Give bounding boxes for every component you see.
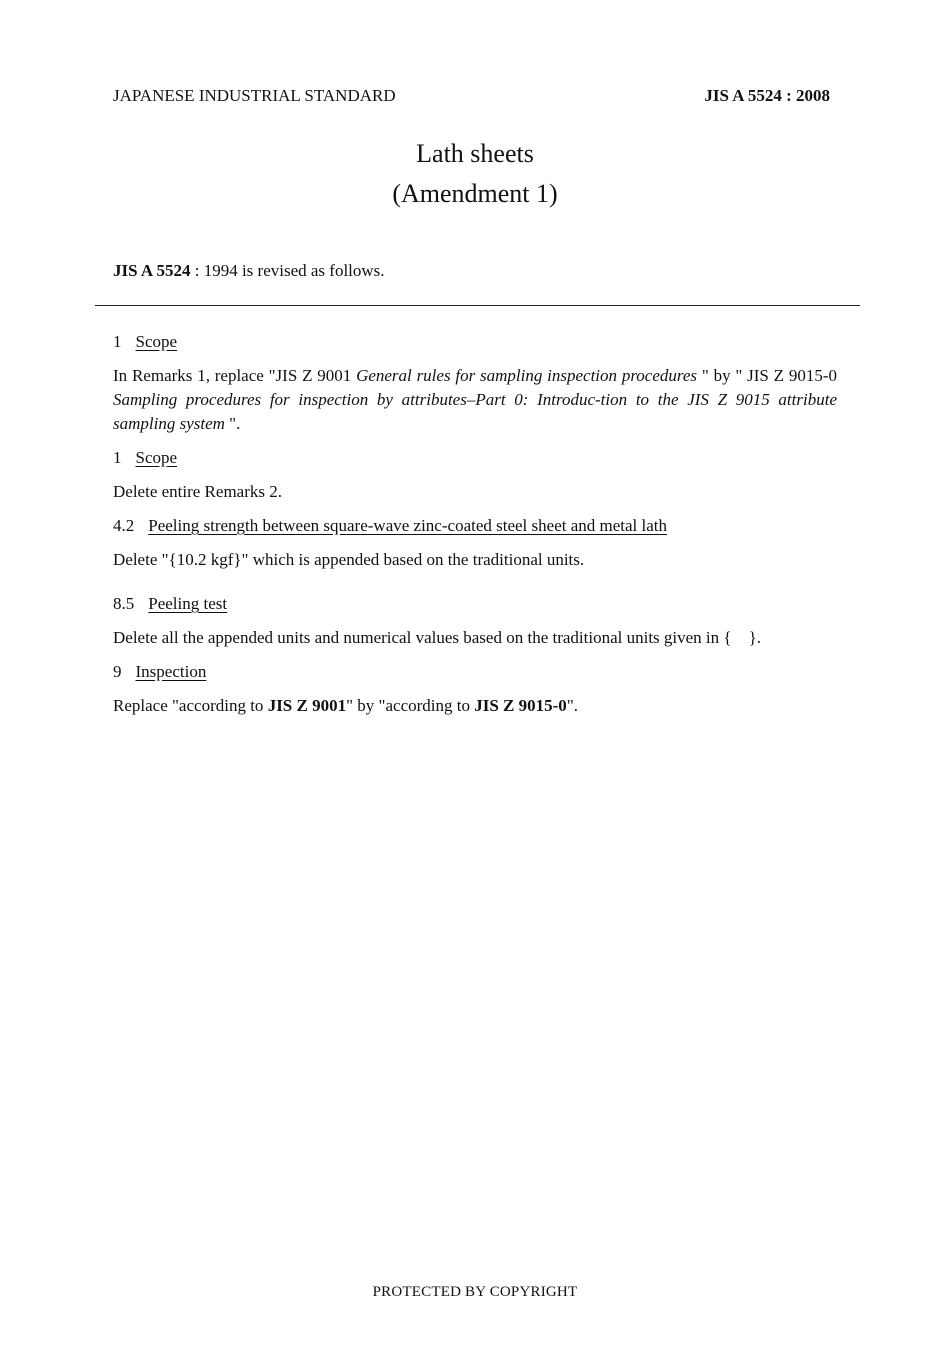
body-text: " by "according to — [346, 696, 475, 715]
body-text: ". — [224, 414, 241, 433]
section-title: Scope — [135, 448, 178, 467]
section-heading-peeling-strength — [113, 514, 837, 538]
body-bold-standard: JIS Z 9015-0 — [474, 696, 567, 715]
intro-statement — [113, 261, 385, 281]
section-number: 9 — [113, 662, 122, 681]
section-body-scope-2: Delete entire Remarks 2. — [113, 482, 282, 501]
amendment-content — [113, 330, 837, 728]
body-text: In Remarks 1, replace "JIS Z 9001 — [113, 366, 357, 385]
title-line-1: Lath sheets — [416, 139, 534, 168]
section-heading-inspection — [113, 660, 837, 684]
title-line-2: (Amendment 1) — [392, 179, 558, 208]
section-body-inspection — [113, 694, 837, 718]
intro-text: : 1994 is revised as follows. — [190, 261, 385, 280]
body-text: Replace "according to — [113, 696, 268, 715]
section-body-scope-1 — [113, 364, 837, 436]
section-title: Peeling strength between square-wave zinc-coated steel sheet and metal lath — [148, 516, 668, 535]
section-heading-scope-2 — [113, 446, 837, 470]
intro-standard: JIS A 5524 — [113, 261, 191, 280]
copyright-footer: PROTECTED BY COPYRIGHT — [372, 1284, 578, 1300]
section-number: 1 — [113, 448, 122, 467]
section-number: 4.2 — [113, 516, 135, 535]
body-italic-title: Sampling procedures for inspection by attributes–Part 0: Introduc-tion to the JIS Z 9015 attribute sampling system — [113, 390, 837, 433]
section-body-peeling-test: Delete all the appended units and numerical values based on the traditional units given in { }. — [113, 628, 761, 647]
body-text: ". — [566, 696, 579, 715]
section-number: 8.5 — [113, 594, 135, 613]
body-italic-title: General rules for sampling inspection procedures — [356, 366, 698, 385]
section-title: Scope — [135, 332, 178, 351]
section-heading-scope-1 — [113, 330, 837, 354]
section-heading-peeling-test — [113, 592, 837, 616]
header-standard-label: JAPANESE INDUSTRIAL STANDARD — [113, 86, 396, 105]
body-text: " by " JIS Z 9015-0 — [697, 366, 837, 385]
document-title — [0, 134, 950, 214]
divider-rule — [95, 305, 860, 306]
body-bold-standard: JIS Z 9001 — [267, 696, 347, 715]
section-number: 1 — [113, 332, 122, 351]
header-standard-number: JIS A 5524 : 2008 — [704, 86, 830, 105]
section-title: Inspection — [135, 662, 207, 681]
section-body-peeling-strength: Delete "{10.2 kgf}" which is appended based on the traditional units. — [113, 550, 585, 569]
section-title: Peeling test — [148, 594, 228, 613]
